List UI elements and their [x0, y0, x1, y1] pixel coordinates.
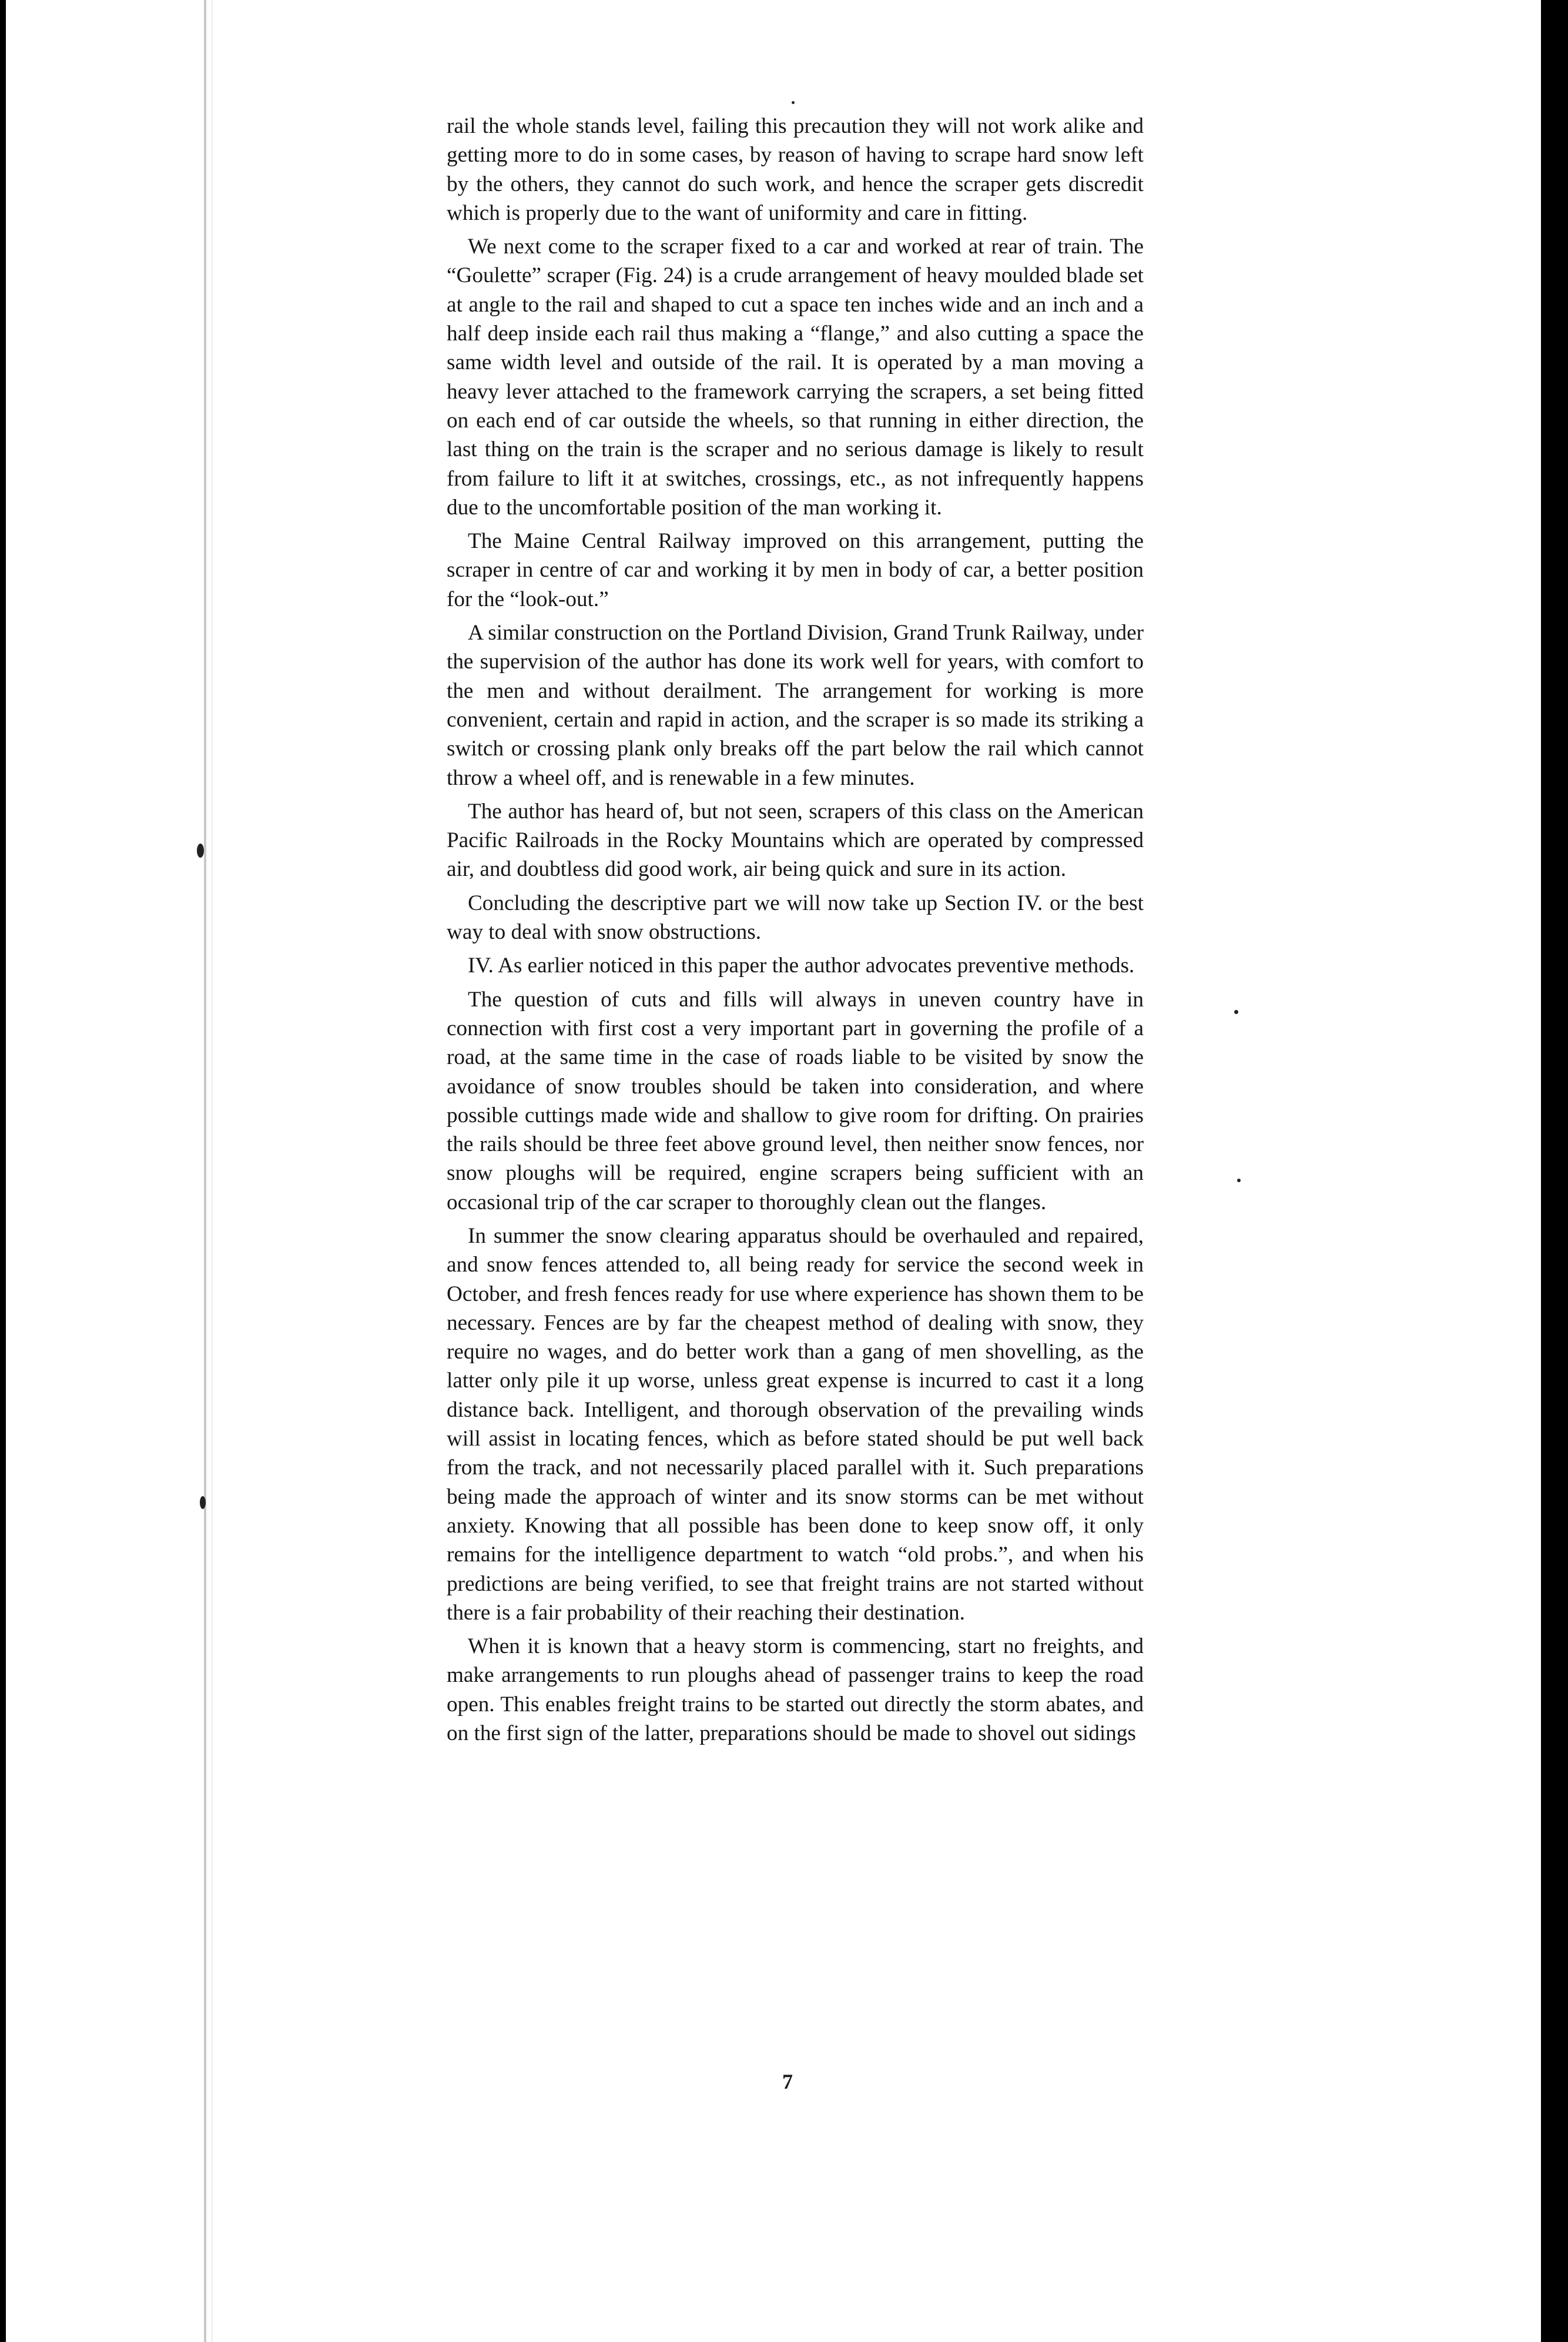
margin-speck — [200, 1496, 206, 1509]
paragraph: The question of cuts and fills will always in uneven country have in connection with first cost a very important part in governing the profile of a road, at the same time in the case of roads liable to be visited by snow the avoidance of snow troubles should be taken into consideration, and where possible cuttings made wide and shallow to give room for drifting. On prairies the rails should be three feet above ground level, then neither snow fences, nor snow ploughs will be required, engine scrapers being sufficient with an occasional trip of the car scraper to thoroughly clean out the flanges. — [447, 987, 1144, 1215]
document-page — [6, 0, 1541, 2342]
margin-speck — [1237, 1179, 1241, 1182]
margin-speck — [792, 101, 795, 104]
margin-speck — [1234, 1010, 1238, 1014]
paragraph: rail the whole stands level, failing this precaution they will not work alike and getting more to do in some cases, by reason of having to scrape hard snow left by the others, they cannot do such work, and hence the scraper gets discredit which is properly due to the want of uniformity and care in fitting. — [447, 114, 1144, 225]
paragraph: We next come to the scraper fixed to a car and worked at rear of train. The “Goulette” scraper (Fig. 24) is a crude arrangement of heavy moulded blade set at angle to the rail and shaped to cut a space ten inches wide and an inch and a half deep inside each rail thus making a “flange,” and also cutting a space the same width level and outside of the rail. It is operated by a man moving a heavy lever attached to the framework carrying the scrapers, a set being fitted on each end of car outside the wheels, so that running in either direction, the last thing on the train is the scraper and no serious damage is likely to result from failure to lift it at switches, crossings, etc., as not infrequently happens due to the uncomfortable position of the man working it. — [447, 235, 1144, 520]
page-fold-line — [204, 0, 206, 2342]
paragraph: Concluding the descriptive part we will now take up Section IV. or the best way to deal with snow obstructions. — [447, 891, 1144, 945]
paragraph: The author has heard of, but not seen, scrapers of this class on the American Pacific Railroads in the Rocky Mountains which are operated by compressed air, and doubtless did good work, air being quick and sure in its action. — [447, 799, 1144, 882]
page-fold-shadow — [212, 0, 213, 2342]
paragraph: The Maine Central Railway improved on this arrangement, putting the scraper in centre of car and working it by men in body of car, a better position for the “look-out.” — [447, 529, 1144, 611]
paragraph: A similar construction on the Portland Division, Grand Trunk Railway, under the supervision of the author has done its work well for years, with comfort to the men and without derailment. The arrangement for working is more convenient, certain and rapid in action, and the scraper is so made its striking a switch or crossing plank only breaks off the part below the rail which cannot throw a wheel off, and is renewable in a few minutes. — [447, 621, 1144, 790]
paragraph: IV. As earlier noticed in this paper the author advocates preventive methods. — [468, 953, 1135, 978]
paragraph: In summer the snow clearing apparatus should be overhauled and repaired, and snow fences attended to, all being ready for service the second week in October, and fresh fences ready for use where experience has shown them to be necessary. Fences are by far the cheapest method of dealing with snow, they require no wages, and do better work than a gang of men shovelling, as the latter only pile it up worse, unless great expense is incurred to cast it a long distance back. Intelligent, and thorough observation of the prevailing winds will assist in locating fences, which as before stated should be put well back from the track, and not necessarily placed parallel with it. Such preparations being made the approach of winter and its snow storms can be met without anxiety. Knowing that all possible has been done to keep snow off, it only remains for the intelligence department to watch “old probs.”, and when his predictions are being verified, to see that freight trains are not started without there is a fair probability of their reaching their destination. — [447, 1223, 1144, 1625]
page-number: 7 — [782, 2070, 793, 2093]
paragraph: When it is known that a heavy storm is commencing, start no freights, and make arrangements to run ploughs ahead of passenger trains to keep the road open. This enables freight trains to be started out directly the storm abates, and on the first sign of the latter, preparations should be made to shovel out sidings — [447, 1634, 1144, 1746]
body-text — [447, 112, 1144, 1752]
margin-speck — [197, 844, 204, 858]
